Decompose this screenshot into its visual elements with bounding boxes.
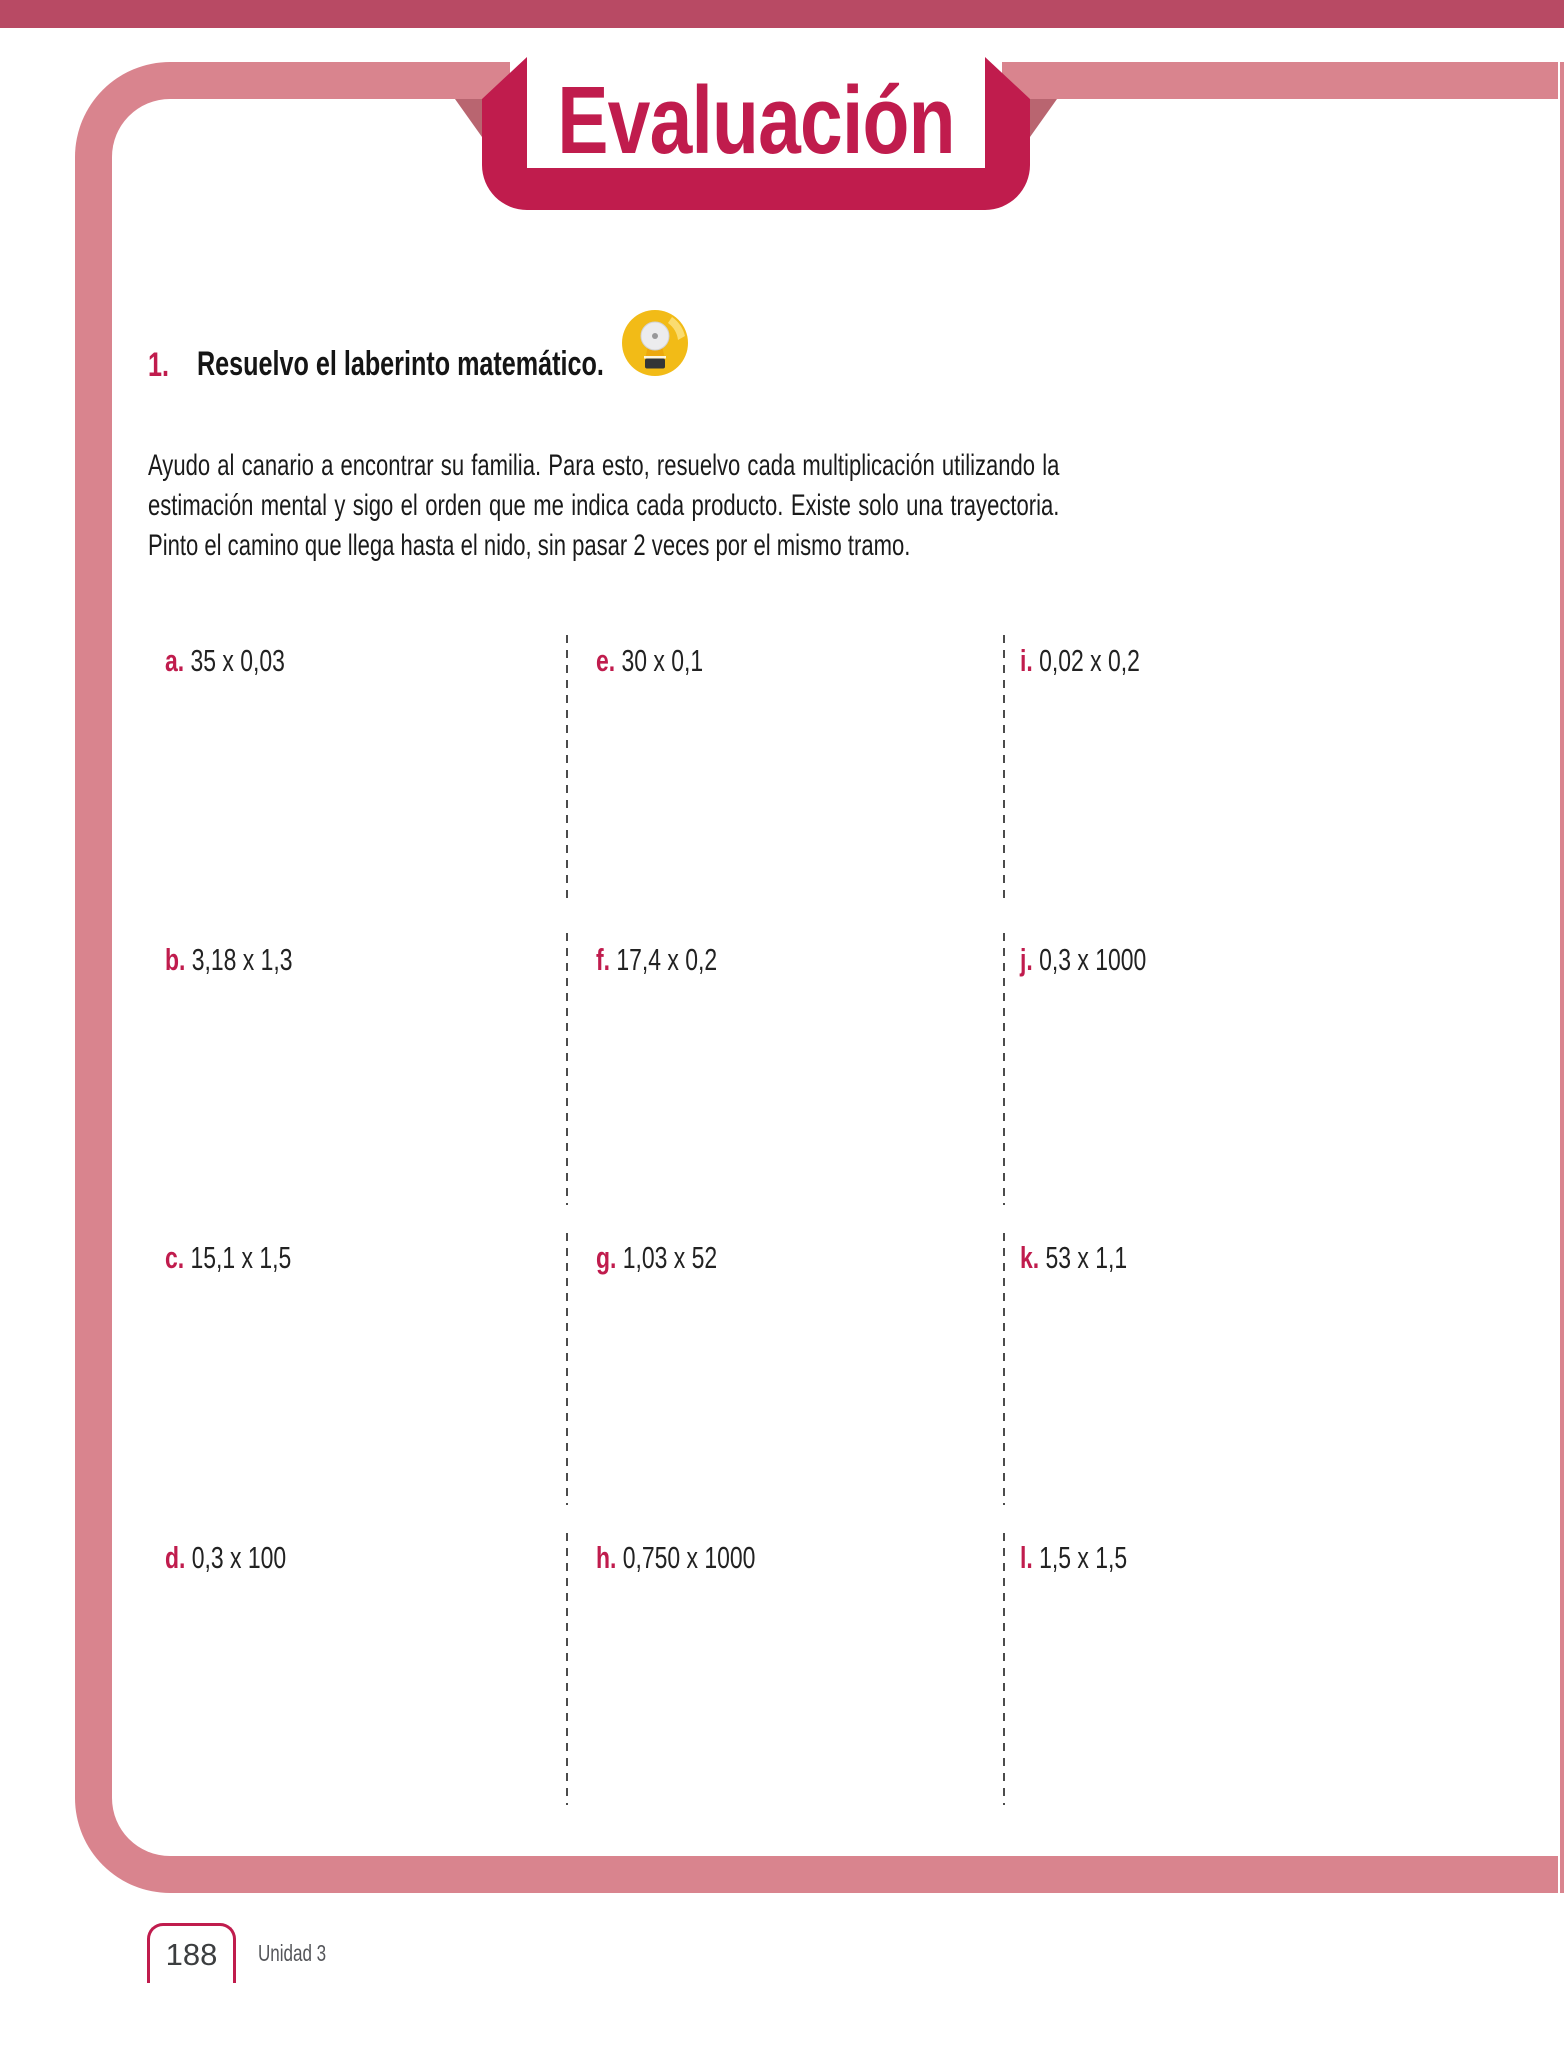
problem-label: f. — [596, 942, 611, 977]
problem-label: d. — [165, 1540, 186, 1575]
page-number-box — [147, 1923, 236, 1983]
column-separator-segment — [566, 1533, 568, 1805]
problem-expression: 1,03 x 52 — [622, 1240, 718, 1275]
problem-c[interactable] — [165, 1238, 336, 1278]
unit-label: Unidad 3 — [258, 1940, 327, 1966]
column-separator-segment — [1003, 1533, 1005, 1805]
problem-expression: 30 x 0,1 — [621, 643, 704, 678]
problem-label: j. — [1020, 942, 1033, 977]
page-title: Evaluación — [557, 67, 955, 174]
problem-e[interactable] — [596, 641, 741, 681]
problem-k[interactable] — [1020, 1238, 1165, 1278]
exercise-title: Resuelvo el laberinto matemático. — [197, 345, 604, 383]
problem-label: g. — [596, 1240, 617, 1275]
problem-label: b. — [165, 942, 186, 977]
problem-b[interactable] — [165, 940, 337, 980]
column-separator-segment — [1003, 1233, 1005, 1505]
column-separator-segment — [566, 1233, 568, 1505]
problem-g[interactable] — [596, 1238, 760, 1278]
exercise-instructions: Ayudo al canario a encontrar su familia. Para esto, resuelvo cada multiplicación utilizando la estimación mental y sigo el orden que me indica cada producto. Existe solo una trayectoria. Pinto el camino que llega hasta el nido, sin pasar 2 veces por el mismo tramo. — [148, 449, 1060, 562]
top-accent-bar — [0, 0, 1564, 28]
problem-i[interactable] — [1020, 641, 1182, 681]
problem-h[interactable] — [596, 1538, 811, 1578]
problem-label: l. — [1020, 1540, 1033, 1575]
problem-f[interactable] — [596, 940, 760, 980]
problem-label: c. — [165, 1240, 185, 1275]
problem-expression: 35 x 0,03 — [190, 643, 285, 678]
column-separator-segment — [1003, 933, 1005, 1205]
problem-d[interactable] — [165, 1538, 329, 1578]
problem-expression: 0,3 x 1000 — [1039, 942, 1147, 977]
problem-a[interactable] — [165, 641, 327, 681]
column-separator-segment — [1003, 635, 1005, 905]
problem-expression: 53 x 1,1 — [1045, 1240, 1128, 1275]
problem-expression: 15,1 x 1,5 — [190, 1240, 292, 1275]
problem-l[interactable] — [1020, 1538, 1165, 1578]
problem-label: h. — [596, 1540, 617, 1575]
problem-expression: 17,4 x 0,2 — [616, 942, 718, 977]
page-frame-right-edge — [1560, 62, 1564, 1893]
idea-lightbulb-icon — [622, 310, 688, 376]
problem-expression: 0,750 x 1000 — [622, 1540, 756, 1575]
problem-j[interactable] — [1020, 940, 1191, 980]
exercise-number: 1. — [148, 346, 169, 384]
problem-expression: 3,18 x 1,3 — [191, 942, 293, 977]
problem-expression: 0,02 x 0,2 — [1039, 643, 1140, 678]
problem-label: e. — [596, 643, 616, 678]
column-separator-segment — [566, 933, 568, 1205]
problem-expression: 0,3 x 100 — [191, 1540, 287, 1575]
column-separator-segment — [566, 635, 568, 905]
problem-expression: 1,5 x 1,5 — [1039, 1540, 1128, 1575]
problem-label: k. — [1020, 1240, 1040, 1275]
page-number: 188 — [165, 1936, 218, 1972]
problem-label: a. — [165, 643, 185, 678]
problem-label: i. — [1020, 643, 1033, 678]
